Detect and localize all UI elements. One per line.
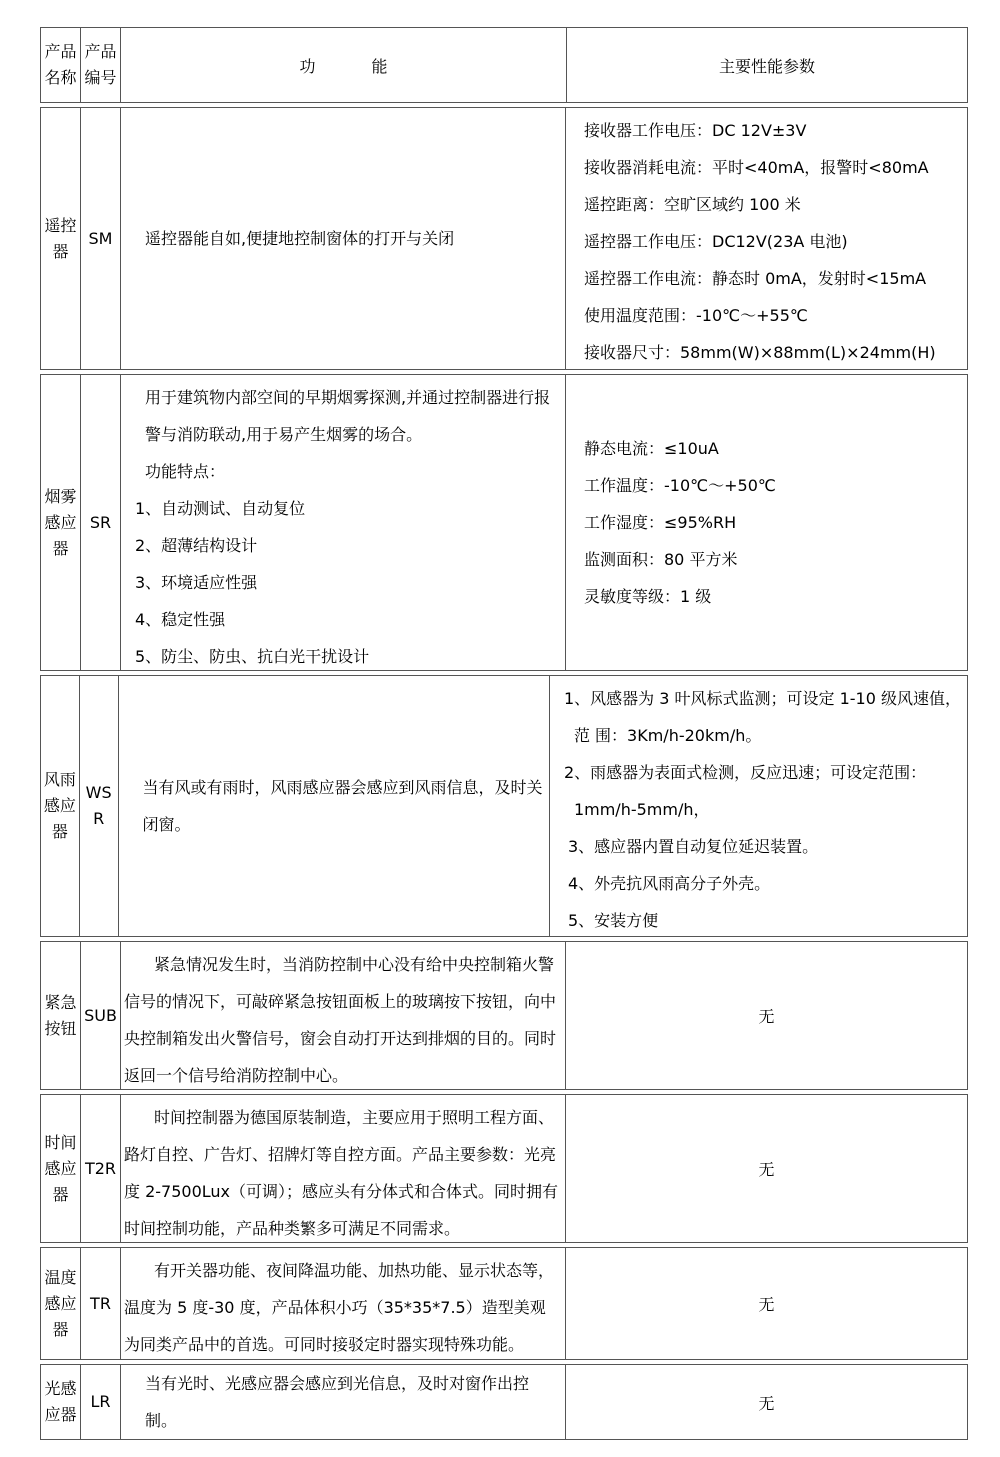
product-code: LR	[90, 1392, 111, 1411]
product-function: 当有光时、光感应器会感应到光信息，及时对窗作出控制。	[121, 1365, 566, 1439]
product-spec-table	[40, 27, 968, 1444]
product-params: 无	[758, 1160, 775, 1179]
header-function-a: 功	[299, 56, 316, 76]
product-function: 有开关器功能、夜间降温功能、加热功能、显示状态等，温度为 5 度-30 度，产品体积小巧（35*35*7.5）造型美观为同类产品中的首选。可同时接驳定时器实现特殊功能。	[121, 1248, 566, 1359]
product-function: 时间控制器为德国原装制造，主要应用于照明工程方面、路灯自控、广告灯、招牌灯等自控方面。产品主要参数：光亮度 2-7500Lux（可调）；感应头有分体式和合体式。同时拥有时间控制功能，产品种类繁多可满足不同需求。	[121, 1095, 566, 1242]
header-code: 产品编号	[84, 42, 117, 87]
table-row	[40, 374, 968, 671]
header-params: 主要性能参数	[718, 56, 815, 76]
product-code: SM	[88, 228, 113, 248]
header-name: 产品名称	[44, 42, 77, 87]
table-row	[40, 1094, 968, 1243]
product-params: 静态电流：≤10uA 工作温度：-10℃～+50℃ 工作湿度：≤95%RH 监测面积：80 平方米 灵敏度等级：1 级	[584, 439, 776, 606]
product-function: 紧急情况发生时，当消防控制中心没有给中央控制箱火警信号的情况下，可敲碎紧急按钮面板上的玻璃按下按钮，向中央控制箱发出火警信号，窗会自动打开达到排烟的目的。同时返回一个信号给消防控制中心。	[121, 942, 566, 1089]
product-code: WSR	[85, 783, 112, 828]
product-name: 紧急按钮	[44, 992, 77, 1038]
product-params: 无	[758, 1393, 775, 1413]
table-row	[40, 941, 968, 1090]
product-name: 风雨感应器	[43, 770, 76, 841]
product-params: 1、风感器为 3 叶风标式监测；可设定 1-10 级风速值， 范 围：3Km/h-20km/h。 2、雨感器为表面式检测，反应迅速；可设定范围： 1mm/h-5mm/h， 3、感应器内置自动复位延迟装置。 4、外壳抗风雨高分子外壳。 5、安装方便	[563, 689, 961, 930]
header-function	[121, 28, 567, 102]
header-name-cell	[41, 28, 81, 102]
product-params: 无	[758, 1007, 775, 1026]
product-code: TR	[90, 1293, 111, 1313]
product-function: 遥控器能自如,便捷地控制窗体的打开与关闭	[121, 108, 566, 369]
product-name: 温度感应器	[44, 1267, 77, 1339]
table-row	[40, 1364, 968, 1440]
header-code-cell	[81, 28, 121, 102]
product-code: SR	[89, 512, 112, 532]
table-row	[40, 1247, 968, 1360]
product-name: 光感应器	[44, 1379, 77, 1424]
table-row	[40, 675, 968, 937]
product-code: T2R	[84, 1158, 117, 1178]
header-function-b: 能	[371, 56, 388, 76]
product-name: 遥控器	[44, 215, 77, 261]
product-function: 用于建筑物内部空间的早期烟雾探测,并通过控制器进行报警与消防联动,用于易产生烟雾的场合。 功能特点： 1、自动测试、自动复位 2、超薄结构设计 3、环境适应性强 4、稳定性强 5、防尘、防虫、抗白光干扰设计	[121, 375, 566, 670]
product-code: SUB	[84, 1005, 117, 1025]
table-row	[40, 107, 968, 370]
product-function: 当有风或有雨时，风雨感应器会感应到风雨信息，及时关闭窗。	[119, 676, 550, 936]
product-params: 无	[758, 1295, 775, 1314]
table-header	[40, 27, 968, 103]
product-params: 接收器工作电压：DC 12V±3V 接收器消耗电流：平时<40mA，报警时<80mA 遥控距离：空旷区域约 100 米 遥控器工作电压：DC12V(23A 电池) 遥控器工作电流：静态时 0mA，发射时<15mA 使用温度范围：-10℃～+55℃ 接收器尺寸：58mm(W)×88mm(L)×24mm(H)	[584, 121, 936, 362]
product-name: 烟雾感应器	[44, 486, 77, 558]
product-name: 时间感应器	[44, 1132, 77, 1204]
